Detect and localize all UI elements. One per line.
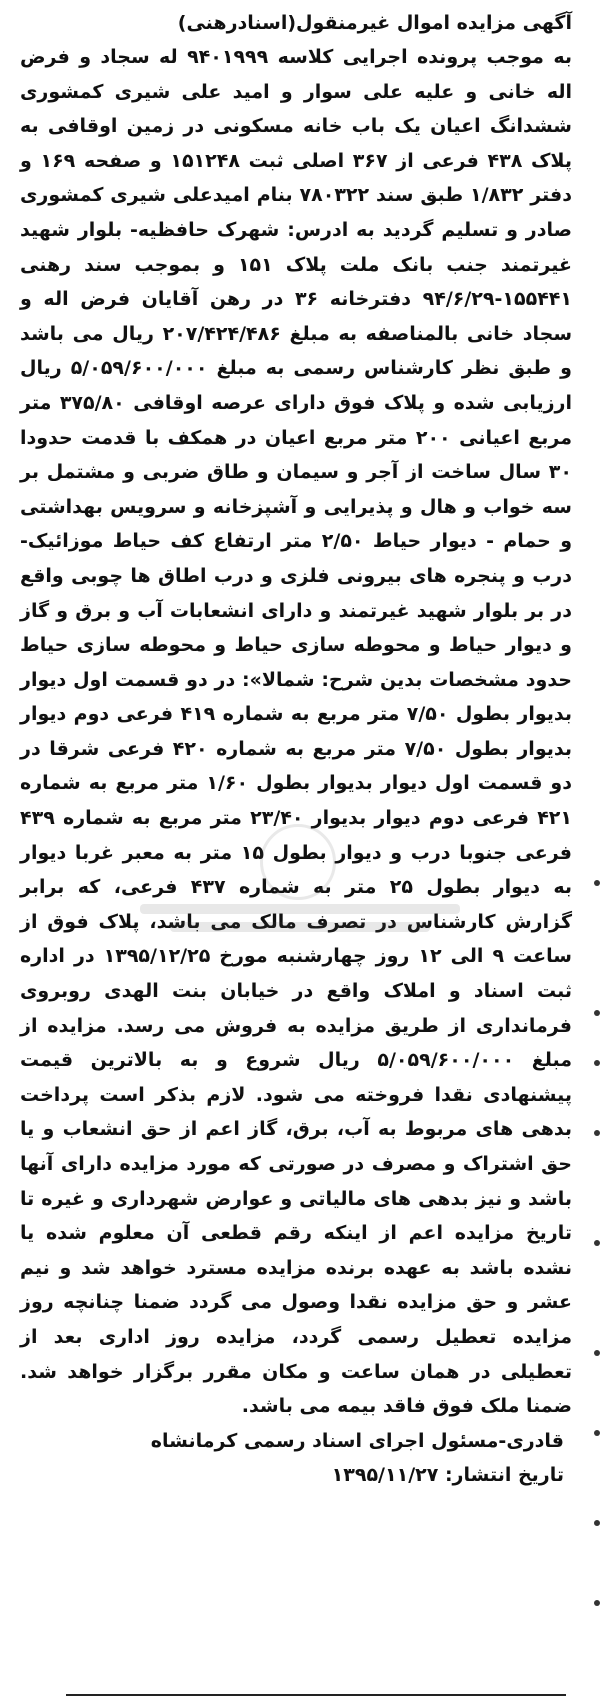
- edge-dot: [594, 1240, 600, 1246]
- edge-dot: [594, 1520, 600, 1526]
- edge-dot: [594, 1010, 600, 1016]
- edge-dot: [594, 1430, 600, 1436]
- publish-date: تاریخ انتشار: ۱۳۹۵/۱۱/۲۷: [331, 1463, 564, 1486]
- edge-dot: [594, 1600, 600, 1606]
- scan-edge-marks: [590, 0, 604, 1708]
- auction-notice: [20, 6, 572, 1492]
- bottom-rule: [66, 1694, 566, 1696]
- edge-dot: [594, 1060, 600, 1066]
- edge-dot: [594, 1350, 600, 1356]
- notice-body: به موجب پرونده اجرایی کلاسه ۹۴۰۱۹۹۹ له سجاد و فرض اله خانی و علیه علی سوار و امید علی شیری کمشوری ششدانگ اعیان یک باب خانه مسکونی در زمین اوقافی به پلاک ۴۳۸ فرعی از ۳۶۷ اصلی ثبت ۱۵۱۲۴۸ و صفحه ۱۶۹ و دفتر ۱/۸۳۲ طبق سند ۷۸۰۳۲۲ بنام امیدعلی شیری کمشوری صادر و تسلیم گردید به ادرس: شهرک حافظیه- بلوار شهید غیرتمند جنب بانک ملت پلاک ۱۵۱ و بموجب سند رهنی ۱۵۵۴۴۱-۹۴/۶/۲۹ دفترخانه ۳۶ در رهن آقایان فرض اله و سجاد خانی بالمناصفه به مبلغ ۲۰۷/۴۲۴/۴۸۶ ریال می باشد و طبق نظر کارشناس رسمی به مبلغ ۵/۰۵۹/۶۰۰/۰۰۰ ریال ارزیابی شده و پلاک فوق دارای عرصه اوقافی ۳۷۵/۸۰ متر مربع اعیانی ۲۰۰ متر مربع اعیان در همکف با قدمت حدودا ۳۰ سال ساخت از آجر و سیمان و طاق ضربی و مشتمل بر سه خواب و هال و پذیرایی و آشپزخانه و سرویس بهداشتی و حمام - دیوار حیاط ۲/۵۰ متر ارتفاع کف حیاط موزائیک- درب و پنجره های بیرونی فلزی و درب اطاق ها چوبی واقع در بر بلوار شهید غیرتمند و دارای انشعابات آب و برق و گاز و دیوار حیاط و محوطه سازی حیاط و محوطه سازی حیاط حدود مشخصات بدین شرح: شمالا»: در دو قسمت اول دیوار بدیوار بطول ۷/۵۰ متر مربع به شماره ۴۱۹ فرعی دوم دیوار بدیوار بطول ۷/۵۰ متر مربع به شماره ۴۲۰ فرعی شرقا در دو قسمت اول دیوار بدیوار بطول ۱/۶۰ متر مربع به شماره ۴۲۱ فرعی دوم دیوار بدیوار ۲۳/۴۰ متر مربع به شماره ۴۳۹ فرعی جنوبا درب و دیوار بطول ۱۵ متر به معبر غربا دیوار به دیوار بطول ۲۵ متر به شماره ۴۳۷ فرعی، که برابر گزارش کارشناس در تصرف مالک می باشد، پلاک فوق از ساعت ۹ الی ۱۲ روز چهارشنبه مورخ ۱۳۹۵/۱۲/۲۵ در اداره ثبت اسناد و املاک واقع در خیابان بنت الهدی روبروی فرمانداری از طریق مزایده به فروش می رسد. مزایده از مبلغ ۵/۰۵۹/۶۰۰/۰۰۰ ریال شروع و به بالاترین قیمت پیشنهادی نقدا فروخته می شود. لازم بذکر است پرداخت بدهی های مربوط به آب، برق، گاز اعم از حق انشعاب و یا حق اشتراک و مصرف در صورتی که مورد مزایده دارای آنها باشد و نیز بدهی های مالیاتی و عوارض شهرداری و غیره تا تاریخ مزایده اعم از اینکه رقم قطعی آن معلوم شده یا نشده باشد به عهده برنده مزایده مسترد خواهد شد و نیم عشر و حق مزایده نقدا وصول می گردد ضمنا چنانچه روز مزایده تعطیل رسمی گردد، مزایده روز اداری بعد از تعطیلی در همان ساعت و مکان مقرر برگزار خواهد شد. ضمنا ملک فوق فاقد بیمه می باشد.: [20, 46, 573, 1418]
- edge-dot: [594, 1130, 600, 1136]
- notice-title: آگهی مزایده اموال غیرمنقول(اسنادرهنی): [177, 12, 572, 34]
- notice-signature: قادری-مسئول اجرای اسناد رسمی کرمانشاه: [150, 1429, 564, 1452]
- edge-dot: [594, 880, 600, 886]
